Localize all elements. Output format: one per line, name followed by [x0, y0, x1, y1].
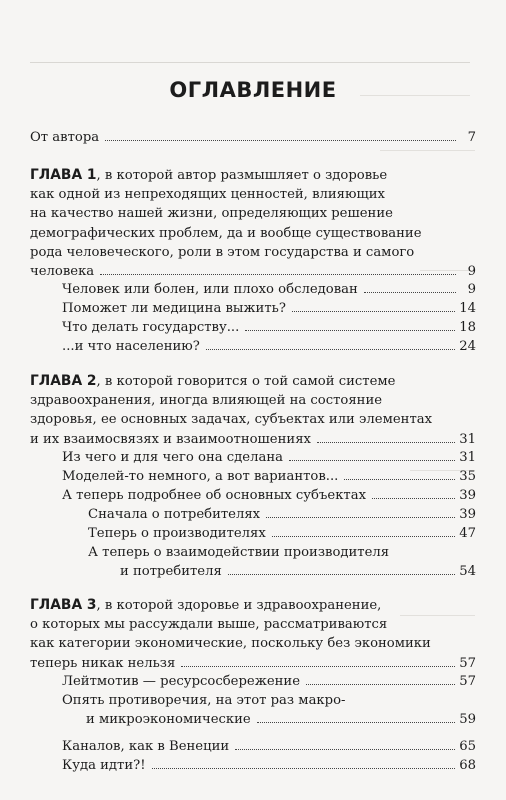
toc-entry-title: Что делать государству...: [62, 320, 240, 335]
toc-page-number: 39: [459, 507, 476, 522]
toc-page-number: 68: [459, 758, 476, 773]
toc-entry[interactable]: [62, 756, 476, 775]
toc-page-number: 14: [459, 301, 476, 316]
toc-entry-title: А теперь о взаимодействии производителя: [88, 545, 390, 560]
toc-entry[interactable]: [62, 448, 476, 467]
toc-entry-title: Сначала о потребителях: [88, 507, 261, 522]
dot-leader: [364, 292, 456, 293]
toc-entry-title: рода человеческого, роли в этом государства и самого: [30, 244, 415, 260]
dot-leader: [317, 442, 455, 443]
toc-entry-title: и потребителя: [120, 564, 222, 580]
dot-leader: [181, 666, 455, 667]
toc-entry[interactable]: [62, 280, 476, 299]
toc-page-number: 54: [459, 564, 476, 580]
toc-page-number: 31: [459, 450, 476, 465]
toc-entry[interactable]: [88, 505, 476, 524]
toc-entry-title: как одной из непреходящих ценностей, влияющих: [30, 187, 385, 203]
toc-entry-title: Лейтмотив — ресурсосбережение: [62, 674, 301, 689]
dot-leader: [272, 536, 455, 537]
toc-entry[interactable]: [62, 299, 476, 318]
toc-chapter-entry[interactable]: [30, 166, 476, 281]
toc-entry[interactable]: [62, 737, 476, 756]
toc-entry-title: и микроэкономические: [86, 712, 251, 728]
toc-page-number: 9: [467, 282, 476, 297]
dot-leader: [372, 498, 455, 499]
toc-entry[interactable]: [88, 524, 476, 543]
toc-entry-title: человека: [30, 264, 95, 280]
dot-leader: [266, 517, 455, 518]
dot-leader: [289, 460, 455, 461]
chapter-label: ГЛАВА 3: [30, 597, 97, 613]
toc-page-number: 59: [459, 712, 476, 728]
toc-entry-title: Моделей-то немного, а вот вариантов...: [62, 469, 339, 484]
dot-leader: [228, 574, 455, 575]
toc-entry[interactable]: [30, 128, 476, 147]
page-title: ОГЛАВЛЕНИЕ: [169, 78, 337, 102]
toc-entry-title: Теперь о производителях: [88, 526, 266, 541]
toc-entry-title: здоровья, ее основных задачах, субъектах или элементах: [30, 412, 433, 428]
toc-entry-title: Каналов, как в Венеции: [62, 739, 230, 754]
toc-entry-title: на качество нашей жизни, определяющих решение: [30, 206, 393, 222]
toc-entry[interactable]: [62, 672, 476, 691]
dot-leader: [257, 722, 455, 723]
chapter-label: ГЛАВА 2: [30, 373, 97, 389]
toc-entry-title: как категории экономические, поскольку без экономики: [30, 636, 431, 652]
toc-entry-title: демографических проблем, да и вообще существование: [30, 225, 422, 241]
toc-chapter-entry[interactable]: [30, 372, 476, 449]
toc-page-number: 7: [467, 130, 476, 145]
toc-entry-title: , в которой автор размышляет о здоровье: [96, 168, 388, 183]
toc-entry[interactable]: [88, 543, 476, 581]
toc-entry-title: Из чего и для чего она сделана: [62, 450, 283, 465]
toc-page-number: 57: [459, 655, 476, 671]
toc-entry[interactable]: [62, 318, 476, 337]
toc-entry-title: о которых мы рассуждали выше, рассматриваются: [30, 617, 388, 633]
dot-leader: [235, 749, 455, 750]
toc-entry-title: Поможет ли медицина выжить?: [62, 301, 286, 316]
dot-leader: [245, 330, 455, 331]
toc-entry-title: От автора: [30, 130, 100, 145]
dot-leader: [105, 140, 456, 141]
toc-entry-title: , в которой говорится о той самой системе: [96, 374, 396, 389]
dot-leader: [306, 684, 455, 685]
toc-entry[interactable]: [62, 337, 476, 356]
toc-page-number: 35: [459, 469, 476, 484]
toc-page-number: 39: [459, 488, 476, 503]
dot-leader: [344, 479, 455, 480]
toc-entry-title: , в которой здоровье и здравоохранение,: [96, 598, 382, 613]
toc-entry-title: Человек или болен, или плохо обследован: [62, 282, 358, 297]
toc-page-number: 57: [459, 674, 476, 689]
dot-leader: [206, 349, 455, 350]
toc-page-number: 47: [459, 526, 476, 541]
toc-entry-title: здравоохранения, иногда влияющей на состояние: [30, 393, 383, 409]
toc-page-number: 18: [459, 320, 476, 335]
toc-page-number: 65: [459, 739, 476, 754]
toc-entry-title: теперь никак нельзя: [30, 655, 176, 671]
dot-leader: [152, 768, 456, 769]
toc-entry[interactable]: [62, 691, 476, 729]
dot-leader: [292, 311, 455, 312]
toc-entry[interactable]: [62, 467, 476, 486]
toc-entry-title: Опять противоречия, на этот раз макро-: [62, 693, 346, 708]
toc-entry-title: ...и что населению?: [62, 339, 200, 354]
toc-entry[interactable]: [62, 486, 476, 505]
toc-page-number: 24: [459, 339, 476, 354]
toc-page-number: 9: [467, 264, 476, 280]
toc-chapter-entry[interactable]: [30, 596, 476, 673]
toc-page-number: 31: [459, 431, 476, 447]
toc-entry-title: и их взаимосвязях и взаимоотношениях: [30, 431, 311, 447]
chapter-label: ГЛАВА 1: [30, 167, 97, 183]
dot-leader: [100, 274, 456, 275]
toc-entry-title: Куда идти?!: [62, 758, 146, 773]
toc-entry-title: А теперь подробнее об основных субъектах: [62, 488, 367, 503]
